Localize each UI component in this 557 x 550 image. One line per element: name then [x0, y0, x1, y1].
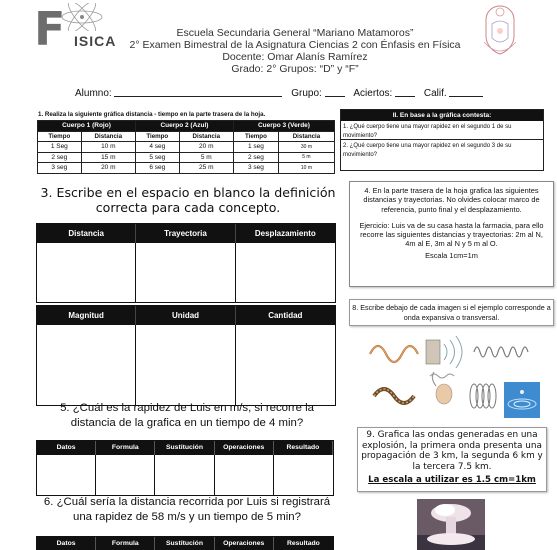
alumno-field[interactable]: [114, 87, 282, 97]
student-info-line: [75, 87, 483, 99]
atom-icon: [60, 3, 104, 31]
definition-cell[interactable]: [37, 243, 136, 302]
table-cell: 10 m: [278, 163, 334, 174]
answer-cell[interactable]: [215, 455, 274, 495]
table-cell: 3 seg: [38, 163, 82, 174]
school-name: Escuela Secundaria General “Mariano Matamoros”: [176, 27, 414, 39]
answer-cell[interactable]: [37, 455, 96, 495]
definition-cell[interactable]: [136, 243, 235, 302]
logo-letter: F: [34, 2, 66, 56]
definition-cell[interactable]: [136, 325, 235, 405]
column-header-resultado: Resultado: [274, 441, 333, 455]
slinky-coil-icon: [470, 384, 496, 408]
concept-header-unidad: Unidad: [136, 306, 235, 325]
column-header-formula: Formula: [96, 441, 155, 455]
logo-word: ISICA: [74, 33, 117, 49]
column-header-datos: Datos: [37, 441, 96, 455]
answer-cell[interactable]: [96, 455, 155, 495]
slinky-transverse-icon: [370, 346, 418, 362]
section4-box: [349, 181, 554, 287]
table-cell: 4 seg: [135, 142, 179, 153]
section9-instructions: 9. Grafica las ondas generadas en una explosión, la primera onda presenta una propagación de 3 km, la segunda 6 km y la tercera 7.5 km.: [361, 430, 543, 472]
calif-field[interactable]: [449, 87, 483, 97]
aciertos-field[interactable]: [395, 87, 415, 97]
column-header: Tiempo: [38, 131, 82, 142]
grupo-field[interactable]: [325, 87, 345, 97]
concept-header-trayectoria: Trayectoria: [136, 224, 235, 243]
concept-header-desplazamiento: Desplazamiento: [236, 224, 335, 243]
grade-groups: Grado: 2° Grupos: “D” y “F”: [231, 63, 359, 75]
concept-header-magnitud: Magnitud: [37, 306, 136, 325]
school-crest-icon: [474, 2, 526, 58]
table-cell: 5 m: [278, 152, 334, 163]
concept-header-cantidad: Cantidad: [236, 306, 335, 325]
spring-wave-icon: [474, 347, 528, 357]
table-cell: 15 m: [81, 152, 135, 163]
definitions-grid-2: [36, 305, 336, 406]
section2-question-1[interactable]: 1. ¿Qué cuerpo tiene una mayor rapidez en el segundo 1 de su movimiento?: [341, 121, 543, 140]
table-cell: 3 seg: [233, 163, 278, 174]
section4-exercise: Ejercicio: Luis va de su casa hasta la farmacia, para ello recorre las siguientes distancias y trayectorias: 2m al N, 4m al E, 3m al N y 5 m al O.: [359, 220, 544, 249]
explosion-cloud-image: [417, 499, 485, 550]
aciertos-label: Aciertos:: [353, 88, 393, 99]
table-cell: 2 seg: [233, 152, 278, 163]
table-cell: 6 seg: [135, 163, 179, 174]
definitions-grid-1: [36, 223, 336, 303]
group-header: Cuerpo 3 (Verde): [233, 121, 334, 132]
definition-cell[interactable]: [236, 325, 335, 405]
answer-cell[interactable]: [274, 455, 333, 495]
column-header-formula: Formula: [96, 537, 155, 550]
section2-title: II. En base a la gráfica contesta:: [341, 110, 543, 121]
table-cell: 5 seg: [135, 152, 179, 163]
water-ripple-icon: [504, 382, 540, 418]
grupo-label: Grupo:: [291, 88, 322, 99]
table-cell: 30 m: [278, 142, 334, 153]
table-cell: 20 m: [81, 163, 135, 174]
calif-label: Calif.: [423, 88, 447, 99]
table-row: [38, 152, 335, 163]
table-cell: 1 Seg: [38, 142, 82, 153]
table-cell: 1 seg: [233, 142, 278, 153]
section9-box: [357, 427, 547, 492]
column-header-resultado: Resultado: [274, 537, 333, 550]
table-cell: 20 m: [179, 142, 233, 153]
wave-examples-images: [366, 326, 544, 424]
table-cell: 10 m: [81, 142, 135, 153]
section5-title: 5. ¿Cuál es la rapidez de Luis en m/s, si recorre la distancia de la grafica en un tiempo de 4 min?: [60, 402, 314, 429]
column-header-datos: Datos: [37, 537, 96, 550]
section9-scale: La escala a utilizar es 1.5 cm=1km: [368, 475, 536, 485]
sound-wave-icon: [426, 336, 462, 368]
distance-time-table: [37, 120, 335, 174]
group-header: Cuerpo 2 (Azul): [135, 121, 233, 132]
table-cell: 5 m: [179, 152, 233, 163]
hand-spring-icon: [430, 372, 454, 404]
section2-box: [340, 109, 544, 171]
column-header: Distancia: [81, 131, 135, 142]
column-header-operaciones: Operaciones: [215, 441, 274, 455]
alumno-label: Alumno:: [75, 88, 112, 99]
section4-instructions: 4. En la parte trasera de la hoja grafica las siguientes distancias y trayectorias. No olvides colocar marco de referencia, punto final y el desplazamiento.: [363, 186, 540, 214]
section6-title: 6. ¿Cuál sería la distancia recorrida por Luis si registrará una rapidez de 58 m/s y un tiempo de 5 min?: [43, 496, 331, 523]
table-cell: 25 m: [179, 163, 233, 174]
group-header: Cuerpo 1 (Rojo): [38, 121, 136, 132]
teacher-name: Docente: Omar Alanís Ramírez: [222, 51, 368, 63]
table-row: [38, 163, 335, 174]
section2-question-2[interactable]: 2. ¿Qué cuerpo tiene una mayor rapidez en el segundo 3 de su movimiento?: [343, 143, 512, 158]
column-header-sustitucion: Sustitución: [155, 441, 214, 455]
section6-grid: [36, 536, 334, 550]
column-header-sustitucion: Sustitución: [155, 537, 214, 550]
section4-scale: Escala 1cm=1m: [425, 250, 478, 260]
definition-cell[interactable]: [236, 243, 335, 302]
definition-cell[interactable]: [37, 325, 136, 405]
answer-cell[interactable]: [155, 455, 214, 495]
column-header: Distancia: [278, 131, 334, 142]
concept-header-distancia: Distancia: [37, 224, 136, 243]
section5-grid: [36, 440, 334, 496]
exam-title: 2° Examen Bimestral de la Asignatura Ciencias 2 con Énfasis en Física: [129, 39, 461, 51]
column-header-operaciones: Operaciones: [215, 537, 274, 550]
snake-icon: [374, 389, 414, 403]
table-cell: 2 seg: [38, 152, 82, 163]
column-header: Tiempo: [135, 131, 179, 142]
column-header: Tiempo: [233, 131, 278, 142]
section1-title: 1. Realiza la siguiente gráfica distancia - tiempo en la parte trasera de la hoja.: [38, 111, 266, 118]
column-header: Distancia: [179, 131, 233, 142]
section3-title: 3. Escribe en el espacio en blanco la definición correcta para cada concepto.: [40, 185, 336, 215]
section8-box: 8. Escribe debajo de cada imagen si el ejemplo corresponde a onda expansiva o transversal.: [349, 299, 554, 326]
table-row: [38, 142, 335, 153]
